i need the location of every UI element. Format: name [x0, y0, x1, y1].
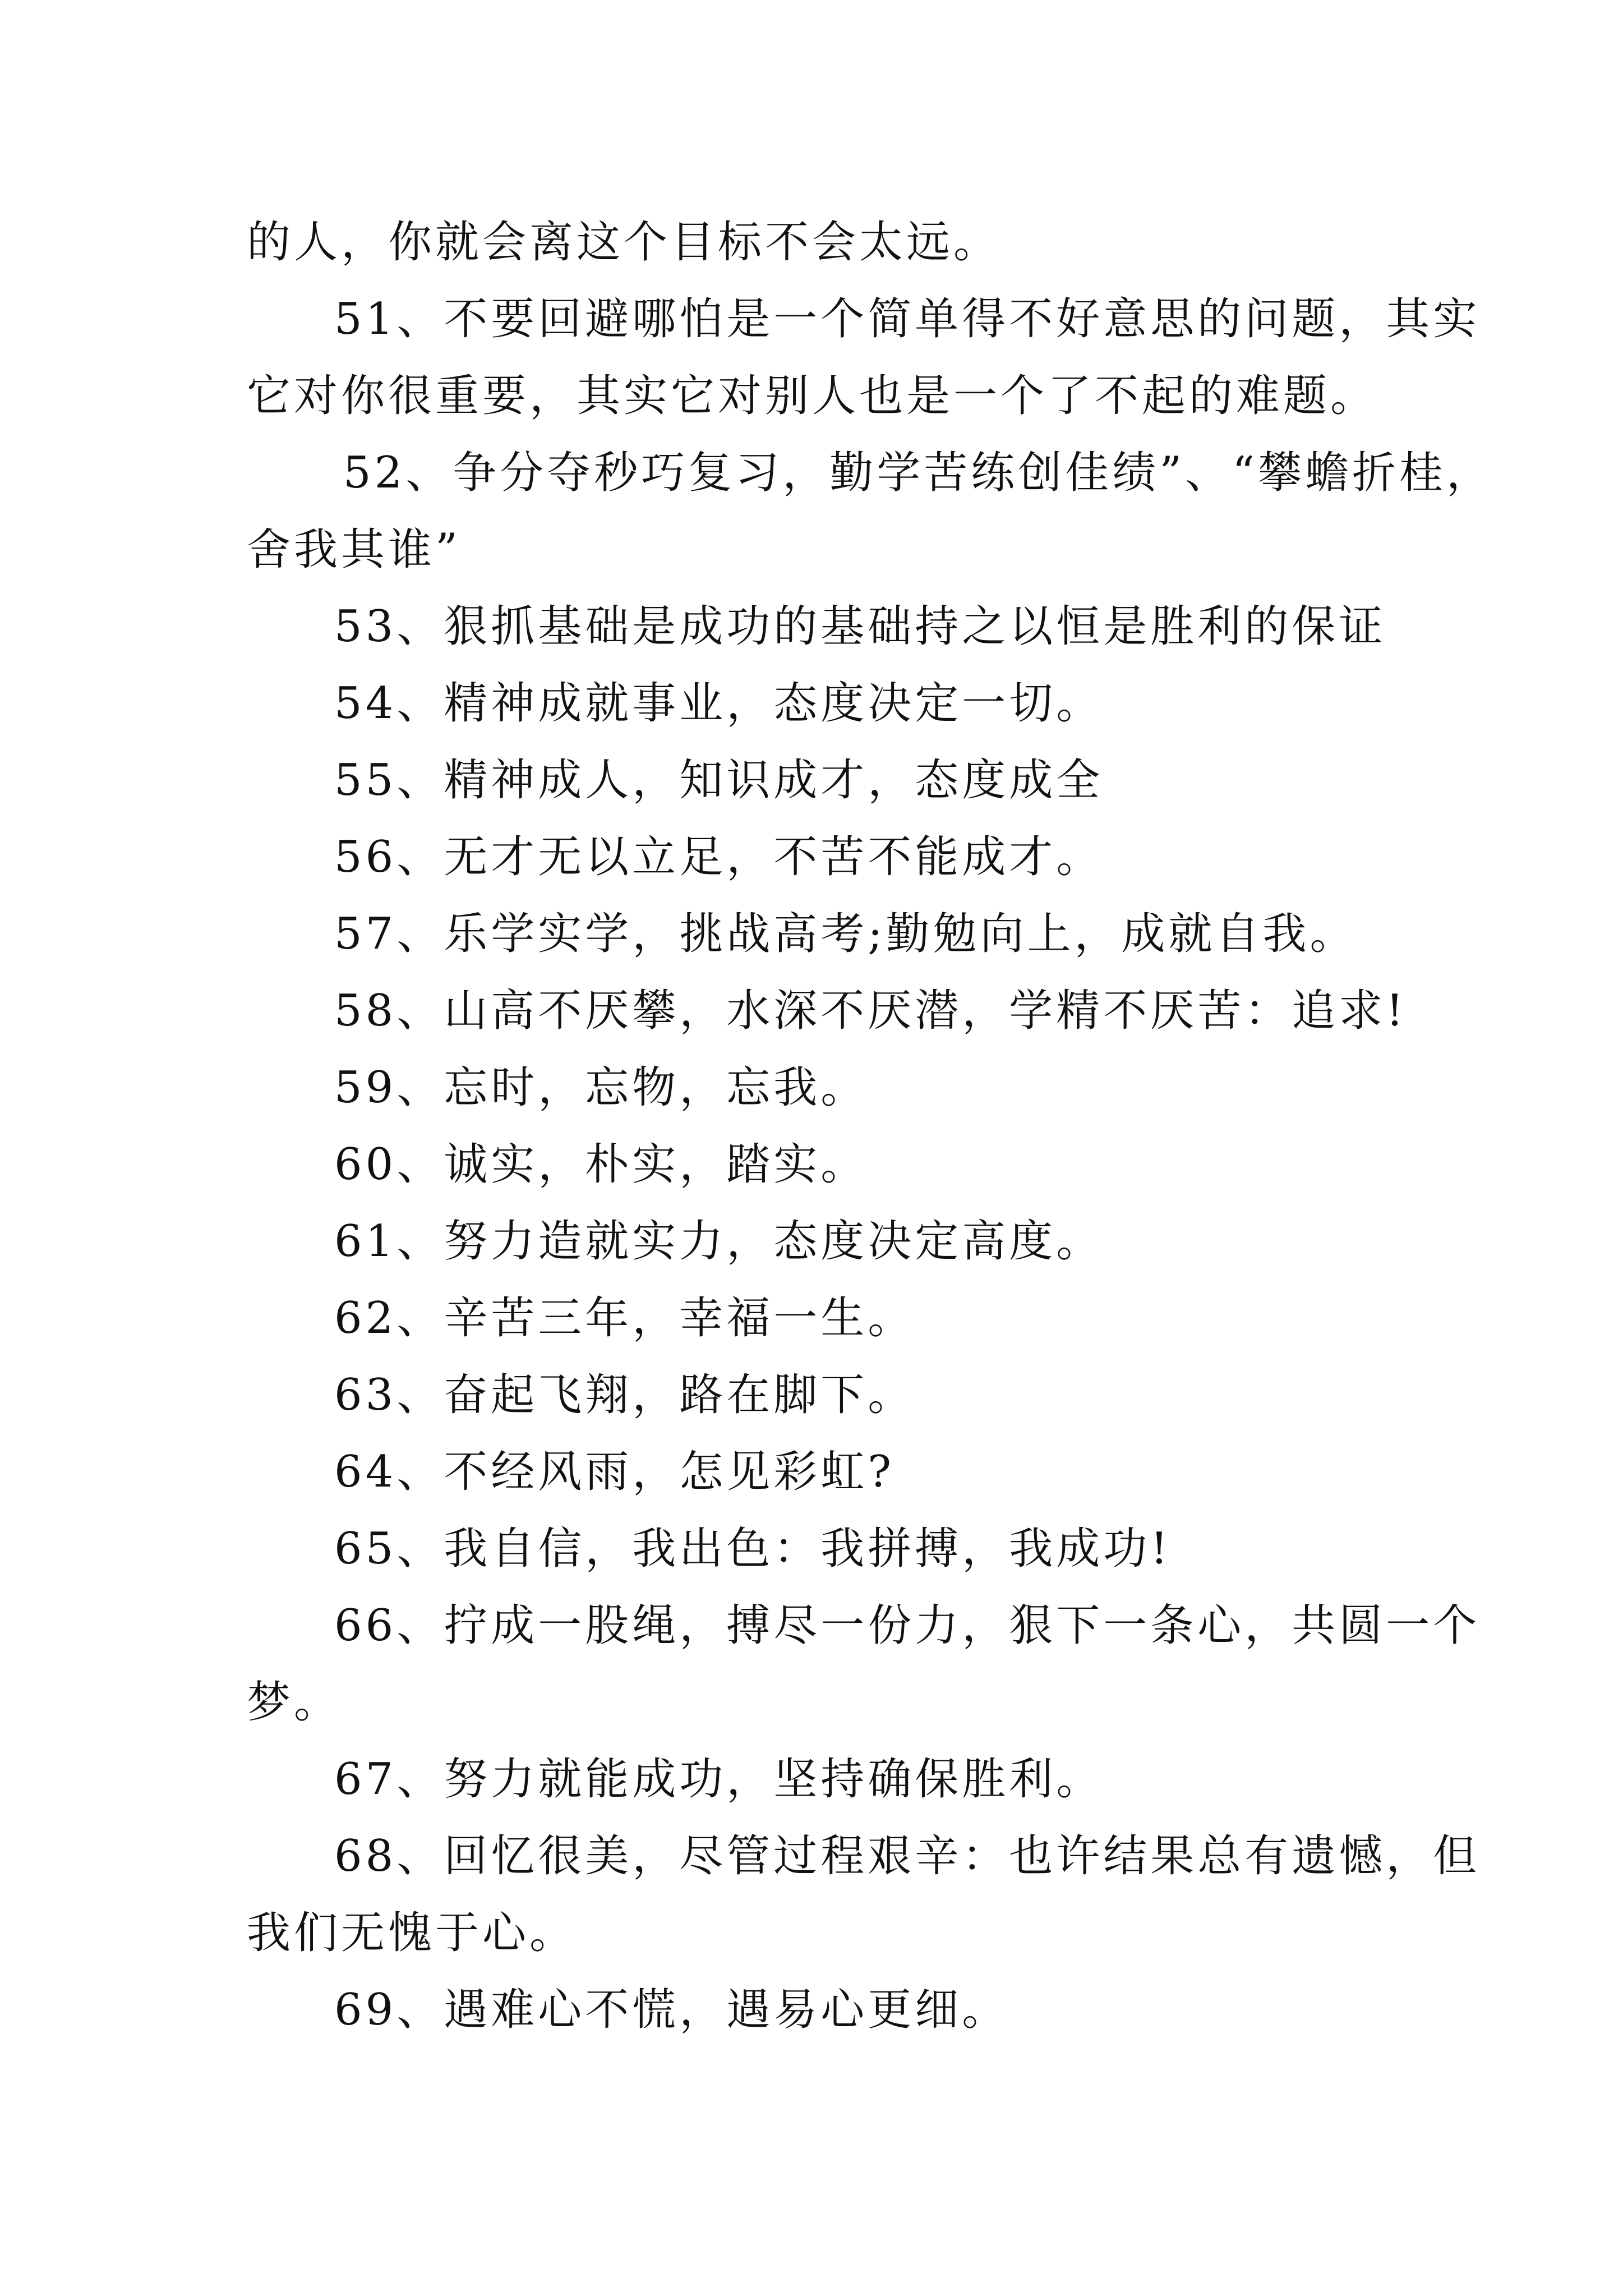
- text-line: 63、奋起飞翔，路在脚下。: [334, 1370, 915, 1420]
- text-line: 51、不要回避哪怕是一个简单得不好意思的问题，其实: [334, 294, 1481, 344]
- text-line: 的人，你就会离这个目标不会太远。: [247, 217, 1001, 268]
- body-text: [247, 204, 1494, 2049]
- text-line: 67、努力就能成功，坚持确保胜利。: [334, 1754, 1104, 1805]
- text-line: 69、遇难心不慌，遇易心更细。: [334, 1985, 1009, 2035]
- text-line: 64、不经风雨，怎见彩虹?: [334, 1447, 895, 1497]
- text-line: 梦。: [247, 1677, 342, 1728]
- text-line: 61、努力造就实力，态度决定高度。: [334, 1216, 1104, 1267]
- text-line: 56、无才无以立足，不苦不能成才。: [334, 832, 1104, 882]
- text-line: 它对你很重要，其实它对别人也是一个了不起的难题。: [247, 371, 1378, 421]
- text-line: 59、忘时，忘物，忘我。: [334, 1062, 868, 1113]
- text-line: 57、乐学实学，挑战高考;勤勉向上，成就自我。: [334, 909, 1357, 959]
- text-line: 55、精神成人，知识成才，态度成全: [334, 755, 1104, 806]
- text-line: 68、回忆很美，尽管过程艰辛：也许结果总有遗憾，但: [334, 1831, 1481, 1881]
- text-line: 66、拧成一股绳，搏尽一份力，狠下一条心，共圆一个: [334, 1600, 1481, 1651]
- text-line: 60、诚实，朴实，踏实。: [334, 1139, 868, 1190]
- text-line: 54、精神成就事业，态度决定一切。: [334, 678, 1104, 729]
- text-line: 舍我其谁”: [247, 524, 461, 575]
- text-line: 58、山高不厌攀，水深不厌潜，学精不厌苦：追求!: [334, 986, 1407, 1036]
- text-line: 我们无愧于心。: [247, 1908, 577, 1958]
- text-line: 53、狠抓基础是成功的基础持之以恒是胜利的保证: [334, 601, 1386, 652]
- text-line: 65、我自信，我出色：我拼搏，我成功!: [334, 1524, 1172, 1574]
- text-line: 52、争分夺秒巧复习，勤学苦练创佳绩”、“攀蟾折桂，: [343, 448, 1494, 498]
- text-line: 62、辛苦三年，幸福一生。: [334, 1293, 915, 1343]
